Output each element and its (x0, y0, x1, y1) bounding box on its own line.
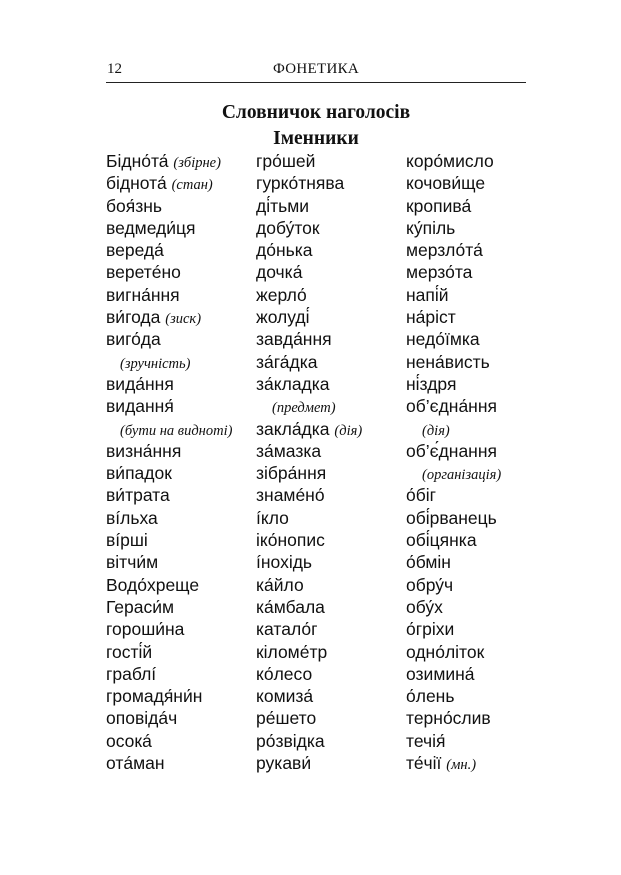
entry-word: громадя́ни́н (106, 686, 203, 707)
entry-word: течія́ (406, 730, 446, 751)
entry-word: вида́ння (106, 373, 174, 394)
entry-word: дочка́ (256, 262, 303, 283)
word-entry (406, 150, 501, 172)
entry-note: (предмет) (272, 400, 336, 417)
word-entry (256, 752, 362, 774)
word-entry (106, 172, 232, 194)
word-entry (406, 752, 501, 774)
entry-word: осокá (106, 730, 152, 751)
entry-word: ведмеди́ця (106, 217, 196, 238)
entry-word: рукави́ (256, 753, 312, 774)
entry-word: кочови́ще (406, 173, 486, 194)
entry-word: вíрші (106, 530, 148, 551)
word-entry (106, 418, 232, 440)
word-entry (406, 685, 501, 707)
entry-word: гості́й (106, 641, 153, 662)
running-title: ФОНЕТИКА (272, 61, 360, 77)
word-column-3 (406, 150, 501, 774)
word-entry (406, 418, 501, 440)
entry-word: об’є́днання (406, 440, 497, 461)
entry-word: зібра́ння (256, 463, 327, 484)
word-column-2 (256, 150, 362, 774)
entry-word: нена́висть (406, 351, 490, 372)
word-entry (406, 261, 501, 283)
word-entry (106, 239, 232, 261)
entry-word: комиза́ (256, 686, 314, 707)
word-entry (106, 730, 232, 752)
entry-note: (дія) (334, 422, 363, 439)
entry-word: знамéно́ (256, 485, 325, 506)
entry-word: веретéно (106, 262, 181, 283)
entry-note: (зручність) (120, 355, 191, 372)
word-entry (256, 239, 362, 261)
entry-word: об’єдна́ння (406, 396, 497, 417)
entry-word: ви́падок (106, 463, 172, 484)
entry-word: о́біг (406, 485, 437, 506)
word-entry (106, 462, 232, 484)
entry-note: (стан) (171, 177, 213, 194)
entry-word: ви́года (106, 307, 161, 328)
word-entry (106, 261, 232, 283)
entry-word: недо́їмка (406, 329, 480, 350)
word-entry (106, 596, 232, 618)
word-entry (106, 395, 232, 417)
entry-word: íнохідь (256, 552, 313, 573)
entry-word: до́нька (256, 240, 313, 261)
word-entry (256, 663, 362, 685)
word-entry (106, 574, 232, 596)
entry-note: (організація) (422, 467, 502, 484)
word-entry (406, 328, 501, 350)
word-entry (406, 551, 501, 573)
word-entry (256, 150, 362, 172)
entry-note: (дія) (422, 422, 450, 439)
entry-word: граблí (106, 663, 157, 684)
entry-word: ре́шето (256, 708, 317, 729)
entry-word: ка́йло (256, 574, 304, 595)
word-entry (106, 752, 232, 774)
entry-word: Бідно́та́ (106, 151, 169, 171)
word-entry (256, 507, 362, 529)
word-entry (106, 284, 232, 306)
word-entry (106, 328, 232, 350)
word-entry (256, 574, 362, 596)
word-entry (256, 707, 362, 729)
entry-word: Гераси́м (106, 596, 175, 617)
word-entry (106, 663, 232, 685)
entry-word: обі́рванець (406, 507, 497, 528)
word-entry (256, 418, 362, 440)
word-entry (406, 395, 501, 417)
word-entry (256, 395, 362, 417)
entry-word: коро́мисло (406, 151, 494, 171)
word-entry (256, 351, 362, 373)
word-entry (406, 484, 501, 506)
entry-word: те́чії (406, 753, 442, 774)
entry-note: (бути на видноті) (120, 422, 233, 439)
entry-word: жерло́ (256, 284, 307, 305)
word-entry (406, 574, 501, 596)
word-entry (256, 172, 362, 194)
entry-word: ро́звідка (256, 730, 325, 751)
entry-word: жолуді́ (256, 307, 310, 328)
word-entry (106, 306, 232, 328)
word-entry (256, 529, 362, 551)
section-title: Словничок наголосів (221, 102, 411, 123)
entry-word: кропива́ (406, 195, 472, 216)
entry-word: ді́тьми (256, 195, 310, 216)
word-entry (106, 440, 232, 462)
section-subtitle: Іменники (273, 128, 359, 149)
entry-word: обру́ч (406, 574, 454, 595)
entry-word: за́кладка (256, 373, 330, 394)
word-entry (256, 462, 362, 484)
entry-word: ви́трата (106, 485, 170, 506)
entry-word: ка́мбала (256, 596, 325, 617)
word-entry (406, 172, 501, 194)
entry-word: о́гріхи (406, 619, 455, 640)
word-entry (256, 641, 362, 663)
word-entry (106, 351, 232, 373)
word-entry (406, 663, 501, 685)
word-entry (406, 195, 501, 217)
page-number: 12 (107, 61, 122, 77)
entry-note: (мн.) (446, 757, 477, 774)
entry-word: біднота́ (106, 173, 167, 194)
entry-word: на́ріст (406, 307, 456, 328)
entry-word: напі́й (406, 284, 449, 305)
entry-word: отáман (106, 753, 165, 774)
entry-word: іко́нопис (256, 530, 325, 551)
word-entry (256, 306, 362, 328)
word-entry (106, 507, 232, 529)
word-entry (256, 195, 362, 217)
word-entry (256, 217, 362, 239)
entry-word: гро́шей (256, 151, 316, 171)
entry-word: гороши́на (106, 619, 185, 640)
word-entry (106, 707, 232, 729)
entry-word: кіломе́тр (256, 641, 328, 662)
entry-note: (збірне) (173, 155, 221, 171)
word-entry (406, 351, 501, 373)
word-entry (256, 284, 362, 306)
entry-word: виго́да (106, 329, 161, 350)
entry-word: завда́ння (256, 329, 332, 350)
entry-word: за́га́дка (256, 351, 318, 372)
word-entry (406, 707, 501, 729)
word-entry (106, 529, 232, 551)
page-header (106, 60, 526, 82)
entry-word: вітчи́м (106, 552, 159, 573)
entry-word: о́бмін (406, 552, 451, 573)
header-rule (106, 82, 526, 83)
entry-word: визна́ння (106, 440, 182, 461)
entry-word: вереда́ (106, 240, 164, 261)
word-entry (106, 685, 232, 707)
entry-word: озимина́ (406, 663, 475, 684)
word-entry (256, 551, 362, 573)
word-entry (406, 217, 501, 239)
word-entry (256, 618, 362, 640)
word-entry (106, 217, 232, 239)
word-entry (406, 239, 501, 261)
entry-word: закла́дка (256, 418, 330, 439)
word-entry (106, 551, 232, 573)
entry-word: видання́ (106, 396, 174, 417)
entry-word: Водо́хреще (106, 574, 200, 595)
word-entry (256, 730, 362, 752)
word-entry (406, 284, 501, 306)
word-entry (106, 150, 232, 172)
word-entry (406, 440, 501, 462)
word-entry (406, 596, 501, 618)
entry-word: терно́слив (406, 708, 491, 729)
word-entry (106, 195, 232, 217)
word-entry (256, 596, 362, 618)
word-column-1 (106, 150, 232, 774)
word-entry (106, 373, 232, 395)
word-entry (406, 462, 501, 484)
entry-word: íкло (256, 507, 289, 528)
word-entry (106, 618, 232, 640)
entry-word: ко́лесо (256, 663, 313, 684)
word-entry (406, 373, 501, 395)
entry-word: катало́г (256, 619, 318, 640)
word-entry (256, 440, 362, 462)
word-entry (406, 529, 501, 551)
word-entry (256, 484, 362, 506)
entry-word: добу́ток (256, 217, 320, 238)
word-entry (406, 641, 501, 663)
word-entry (406, 730, 501, 752)
entry-word: ні́здря (406, 373, 457, 394)
word-entry (256, 261, 362, 283)
entry-word: вигна́ння (106, 284, 180, 305)
word-entry (406, 618, 501, 640)
word-entry (106, 641, 232, 663)
word-entry (406, 507, 501, 529)
entry-word: боя́знь (106, 195, 163, 216)
entry-word: мерзло́та́ (406, 240, 483, 261)
entry-word: оповідáч (106, 708, 178, 729)
entry-word: обу́х (406, 596, 443, 617)
entry-word: одно́літок (406, 641, 485, 662)
entry-word: обі́цянка (406, 530, 477, 551)
entry-word: о́лень (406, 686, 455, 707)
entry-word: за́мазка (256, 440, 322, 461)
word-entry (256, 373, 362, 395)
entry-word: вíльха (106, 507, 158, 528)
word-entry (256, 328, 362, 350)
word-entry (406, 306, 501, 328)
entry-word: мерзо́та (406, 262, 473, 283)
word-entry (256, 685, 362, 707)
entry-word: гурко́тнява (256, 173, 345, 194)
entry-note: (зиск) (165, 311, 202, 328)
word-entry (106, 484, 232, 506)
entry-word: ку́піль (406, 217, 456, 238)
